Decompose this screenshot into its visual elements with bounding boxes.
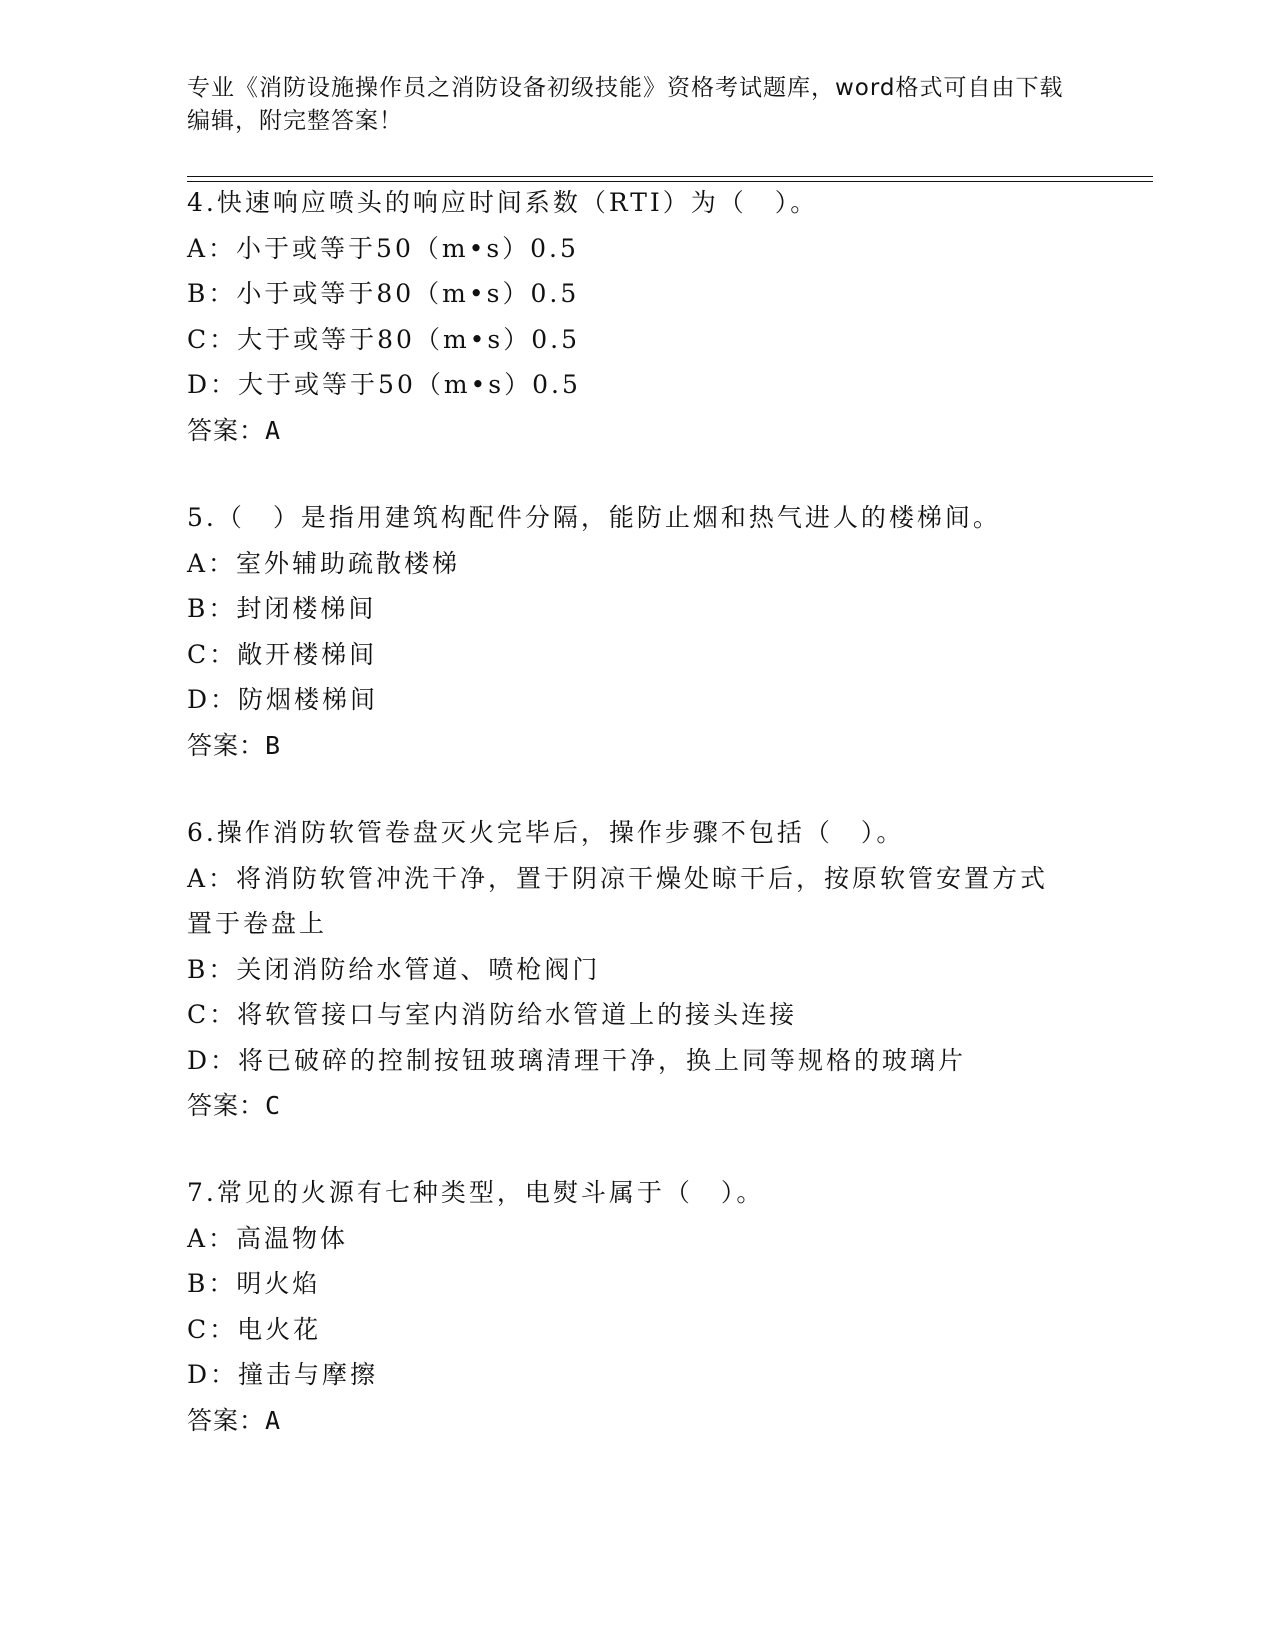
answer-value: A: [265, 415, 282, 445]
answer-label: 答案：: [187, 730, 266, 760]
option-d: D：将已破碎的控制按钮玻璃清理干净，换上同等规格的玻璃片: [187, 1045, 967, 1075]
answer-label: 答案：: [187, 1091, 266, 1120]
option-d: D：防烟楼梯间: [187, 685, 379, 714]
option-a: A：小于或等于50（m•s）0.5: [187, 233, 579, 263]
answer-line: [187, 723, 1127, 768]
option-a: A：将消防软管冲洗干净，置于阴凉干燥处晾干后，按原软管安置方式置于卷盘上: [187, 863, 1049, 938]
answer-line: [187, 408, 1127, 453]
document-header: 专业《消防设施操作员之消防设备初级技能》资格考试题库，word格式可自由下载编辑，附完整答案！: [187, 75, 1064, 134]
question-7: [187, 1170, 1127, 1443]
option-c: C：大于或等于80（m•s）0.5: [187, 324, 580, 354]
question-5: [187, 495, 1127, 768]
question-stem: 7.常见的火源有七种类型，电熨斗属于（ ）。: [187, 1178, 765, 1207]
option-d: D：大于或等于50（m•s）0.5: [187, 370, 581, 399]
option-a: A：室外辅助疏散楼梯: [187, 548, 461, 578]
question-6: [187, 810, 1127, 1128]
option-c: C：电火花: [187, 1314, 322, 1344]
answer-value: C: [265, 1091, 282, 1120]
answer-value: B: [265, 730, 282, 760]
question-stem: 5.（ ）是指用建筑构配件分隔，能防止烟和热气进人的楼梯间。: [187, 503, 1001, 532]
option-c: C：将软管接口与室内消防给水管道上的接头连接: [187, 1000, 798, 1029]
answer-label: 答案：: [187, 1405, 266, 1435]
question-4: [187, 180, 1127, 453]
option-b: B：小于或等于80（m•s）0.5: [187, 279, 580, 308]
option-c: C：敞开楼梯间: [187, 639, 378, 669]
option-b: B：封闭楼梯间: [187, 594, 377, 623]
answer-label: 答案：: [187, 415, 266, 445]
option-a: A：高温物体: [187, 1223, 349, 1253]
answer-line: [187, 1083, 1127, 1128]
answer-value: A: [265, 1405, 282, 1435]
answer-line: [187, 1398, 1127, 1443]
question-stem: 4.快速响应喷头的响应时间系数（RTI）为（ ）。: [187, 188, 819, 217]
option-b: B：关闭消防给水管道、喷枪阀门: [187, 954, 601, 984]
header-divider-top: [187, 176, 1153, 177]
option-b: B：明火焰: [187, 1269, 321, 1298]
option-d: D：撞击与摩擦: [187, 1360, 379, 1389]
question-stem: 6.操作消防软管卷盘灭火完毕后，操作步骤不包括（ ）。: [187, 818, 905, 847]
